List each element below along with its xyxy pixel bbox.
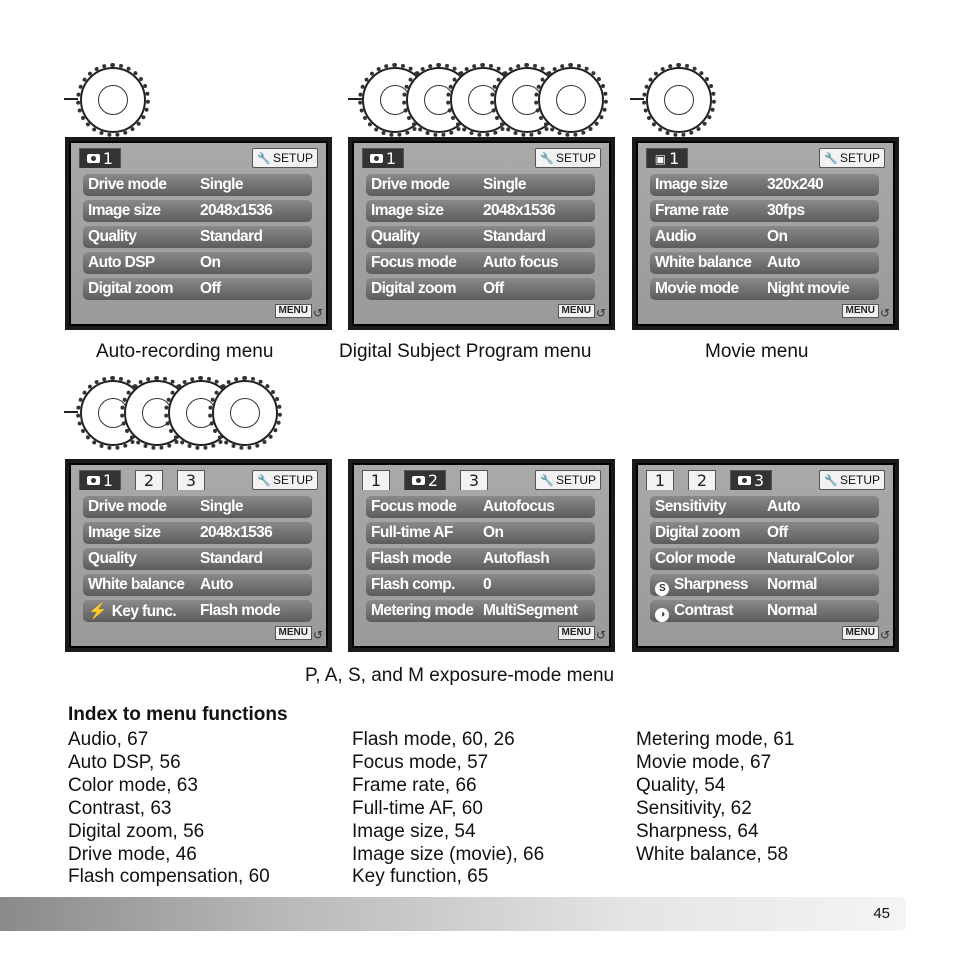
menu-row-image-size[interactable]: Image size 320x240 [650, 174, 879, 196]
tab-3[interactable]: 3 [177, 470, 205, 490]
menu-row-white-balance[interactable]: White balance Auto [83, 574, 312, 596]
page-number: 45 [873, 905, 890, 922]
movie-camera-icon: ▣ [654, 151, 667, 166]
caption-pasm: P, A, S, and M exposure-mode menu [305, 665, 615, 686]
wrench-icon: 🔧 [257, 152, 271, 165]
tab-camera-1[interactable]: 1 [79, 148, 121, 168]
index-entry: Drive mode, 46 [68, 843, 197, 865]
tab-2[interactable]: 2 [688, 470, 716, 490]
camera-icon [738, 476, 751, 485]
menu-button[interactable]: MENU [842, 304, 879, 318]
menu-row-quality[interactable]: Quality Standard [366, 226, 595, 248]
index-entry: Key function, 65 [352, 866, 489, 888]
camera-icon [370, 154, 383, 163]
flash-icon: ⚡ [88, 603, 107, 620]
index-entry: Movie mode, 67 [636, 751, 772, 773]
menu-row-digital-zoom[interactable]: Digital zoom Off [366, 278, 595, 300]
tab-camera-2[interactable]: 2 [404, 470, 446, 490]
index-entry: Frame rate, 66 [352, 774, 477, 796]
index-entry: Auto DSP, 56 [68, 751, 181, 773]
index-entry: Image size, 54 [352, 820, 476, 842]
wrench-icon: 🔧 [540, 152, 554, 165]
index-entry: Contrast, 63 [68, 797, 172, 819]
index-entry: Focus mode, 57 [352, 751, 489, 773]
menu-row-movie-mode[interactable]: Movie mode Night movie [650, 278, 879, 300]
footer-bar [0, 897, 906, 931]
menu-row-frame-rate[interactable]: Frame rate 30fps [650, 200, 879, 222]
screen-pasm-tab1 [65, 459, 332, 652]
screen-movie [632, 137, 899, 330]
return-icon: ↺ [879, 628, 890, 642]
menu-button[interactable]: MENU [275, 304, 312, 318]
setup-tab[interactable]: 🔧 SETUP [819, 470, 885, 490]
menu-row-key-func[interactable]: ⚡ Key func. Flash mode [83, 600, 312, 622]
index-entry: Image size (movie), 66 [352, 843, 545, 865]
tab-movie-1[interactable]: ▣ 1 [646, 148, 688, 168]
index-entry: Color mode, 63 [68, 774, 198, 796]
menu-row-digital-zoom[interactable]: Digital zoom Off [83, 278, 312, 300]
setup-tab[interactable]: 🔧 SETUP [535, 148, 601, 168]
setup-tab[interactable]: 🔧 SETUP [535, 470, 601, 490]
menu-button[interactable]: MENU [558, 304, 595, 318]
menu-button[interactable]: MENU [842, 626, 879, 640]
menu-row-focus-mode[interactable]: Focus mode Autofocus [366, 496, 595, 518]
tab-1[interactable]: 1 [646, 470, 674, 490]
return-icon: ↺ [312, 628, 323, 642]
setup-tab[interactable]: 🔧 SETUP [252, 470, 318, 490]
menu-row-white-balance[interactable]: White balance Auto [650, 252, 879, 274]
wrench-icon: 🔧 [824, 152, 838, 165]
wrench-icon: 🔧 [540, 474, 554, 487]
caption-auto: Auto-recording menu [96, 341, 274, 362]
tab-camera-3[interactable]: 3 [730, 470, 772, 490]
menu-row-sensitivity[interactable]: Sensitivity Auto [650, 496, 879, 518]
index-entry: Full-time AF, 60 [352, 797, 483, 819]
return-icon: ↺ [595, 306, 606, 320]
tab-camera-1[interactable]: 1 [79, 470, 121, 490]
setup-tab[interactable]: 🔧 SETUP [819, 148, 885, 168]
menu-row-flash-comp[interactable]: Flash comp. 0 [366, 574, 595, 596]
menu-row-quality[interactable]: Quality Standard [83, 226, 312, 248]
index-entry: Audio, 67 [68, 729, 149, 750]
menu-row-color-mode[interactable]: Color mode NaturalColor [650, 548, 879, 570]
menu-row-drive-mode[interactable]: Drive mode Single [83, 174, 312, 196]
index-entry: Quality, 54 [636, 774, 726, 796]
index-column-3 [636, 729, 794, 866]
index-column-2 [352, 729, 544, 889]
menu-row-audio[interactable]: Audio On [650, 226, 879, 248]
screen-pasm-tab2 [348, 459, 615, 652]
menu-row-sharpness[interactable]: S Sharpness Normal [650, 574, 879, 596]
index-entry: Flash compensation, 60 [68, 866, 270, 888]
wrench-icon: 🔧 [257, 474, 271, 487]
menu-row-full-time-af[interactable]: Full-time AF On [366, 522, 595, 544]
screen-pasm-tab3 [632, 459, 899, 652]
index-entry: Flash mode, 60, 26 [352, 729, 515, 750]
tab-3[interactable]: 3 [460, 470, 488, 490]
caption-dsp: Digital Subject Program menu [339, 341, 592, 362]
return-icon: ↺ [595, 628, 606, 642]
menu-row-image-size[interactable]: Image size 2048x1536 [83, 522, 312, 544]
camera-icon [87, 476, 100, 485]
index-title: Index to menu functions [68, 704, 288, 725]
return-icon: ↺ [879, 306, 890, 320]
menu-row-drive-mode[interactable]: Drive mode Single [83, 496, 312, 518]
menu-row-flash-mode[interactable]: Flash mode Autoflash [366, 548, 595, 570]
menu-row-focus-mode[interactable]: Focus mode Auto focus [366, 252, 595, 274]
index-entry: White balance, 58 [636, 843, 789, 865]
menu-row-image-size[interactable]: Image size 2048x1536 [83, 200, 312, 222]
index-entry: Sharpness, 64 [636, 820, 759, 842]
index-entry: Metering mode, 61 [636, 729, 795, 750]
menu-row-drive-mode[interactable]: Drive mode Single [366, 174, 595, 196]
menu-row-digital-zoom[interactable]: Digital zoom Off [650, 522, 879, 544]
menu-button[interactable]: MENU [558, 626, 595, 640]
menu-button[interactable]: MENU [275, 626, 312, 640]
return-icon: ↺ [312, 306, 323, 320]
index-entry: Digital zoom, 56 [68, 820, 205, 842]
screen-auto-recording [65, 137, 332, 330]
contrast-icon: ◑ [655, 608, 669, 622]
camera-icon [412, 476, 425, 485]
caption-movie: Movie menu [705, 341, 809, 362]
index-column-1 [68, 729, 270, 889]
menu-row-image-size[interactable]: Image size 2048x1536 [366, 200, 595, 222]
camera-icon [87, 154, 100, 163]
tab-2[interactable]: 2 [135, 470, 163, 490]
tab-1[interactable]: 1 [362, 470, 390, 490]
screen-dsp [348, 137, 615, 330]
tab-camera-1[interactable]: 1 [362, 148, 404, 168]
index-entry: Sensitivity, 62 [636, 797, 752, 819]
menu-row-quality[interactable]: Quality Standard [83, 548, 312, 570]
menu-row-metering-mode[interactable]: Metering mode MultiSegment [366, 600, 595, 622]
menu-row-auto-dsp[interactable]: Auto DSP On [83, 252, 312, 274]
sharpness-icon: S [655, 582, 669, 596]
menu-row-contrast[interactable]: ◑ Contrast Normal [650, 600, 879, 622]
setup-tab[interactable]: 🔧 SETUP [252, 148, 318, 168]
wrench-icon: 🔧 [824, 474, 838, 487]
